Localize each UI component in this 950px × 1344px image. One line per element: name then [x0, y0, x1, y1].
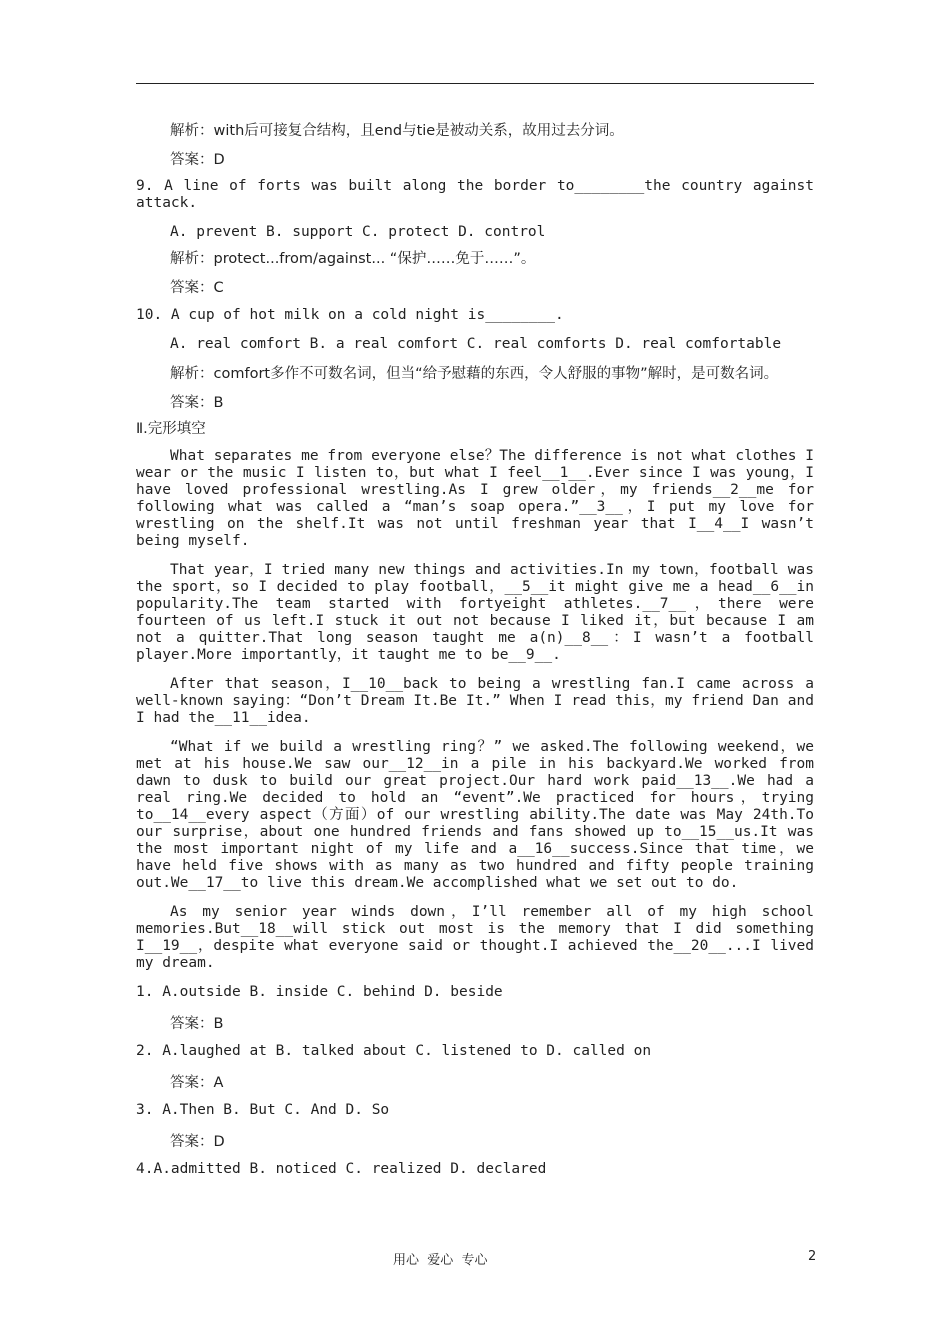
q9-options: A. prevent B. support C. protect D. control — [170, 224, 546, 240]
passage-paragraph: “What if we build a wrestling ring？” we asked.The following weekend，we met at his house.We saw our__12__in a pile in his backyard.We worked from dawn to dusk to build our great project.Our hard work paid__13__.We had a real ring.We decided to hold an “event”.We practiced for hours，trying to__14__every aspect（方面）of our wrestling ability.The date was May 24th.To our surprise，about one hundred friends and fans showed up to__15__us.It was the most important night of my life and a__16__success.Since that time，we have held five shows with as many as two hundred and fifty people training out.We__17__to live this dream.We accomplished what we set out to do. — [136, 739, 814, 891]
q9-stem: 9. A line of forts was built along the border to________the country against attack. — [136, 178, 814, 211]
q8-analysis: 解析：with后可接复合结构，且end与tie是被动关系，故用过去分词。 — [170, 123, 624, 139]
q10-answer: 答案：B — [170, 395, 224, 411]
question-2-stem: 2. A.laughed at B. talked about C. listened to D. called on — [136, 1043, 652, 1059]
page-number: 2 — [808, 1249, 817, 1264]
q8-answer: 答案：D — [170, 152, 225, 168]
question-4-stem: 4.A.admitted B. noticed C. realized D. declared — [136, 1161, 547, 1177]
q9-analysis: 解析：protect...from/against... “保护……免于……”。 — [170, 251, 536, 267]
header-rule — [136, 83, 814, 84]
passage-paragraph: As my senior year winds down，I’ll remember all of my high school memories.But__18__will stick out most is the memory that I did something I__19__，despite what everyone said or thought.I achieved the__20__...I lived my dream. — [136, 904, 814, 971]
question-2-answer: 答案：A — [170, 1075, 224, 1091]
question-1-answer: 答案：B — [170, 1016, 224, 1032]
footer-motto: 用心 爱心 专心 — [393, 1253, 488, 1268]
question-3-stem: 3. A.Then B. But C. And D. So — [136, 1102, 390, 1118]
q9-answer: 答案：C — [170, 280, 224, 296]
passage-paragraph: After that season，I__10__back to being a wrestling fan.I came across a well-known saying：“Don’t Dream It.Be It.” When I read this，my friend Dan and I had the__11__idea. — [136, 676, 814, 726]
q10-stem: 10. A cup of hot milk on a cold night is________. — [136, 307, 564, 323]
section-title: Ⅱ.完形填空 — [136, 421, 206, 437]
q10-analysis: 解析：comfort多作不可数名词，但当“给予慰藉的东西，令人舒服的事物”解时，是可数名词。 — [170, 366, 779, 382]
page-content — [136, 120, 814, 1190]
q10-options: A. real comfort B. a real comfort C. real comforts D. real comfortable — [170, 336, 782, 352]
question-1-stem: 1. A.outside B. inside C. behind D. beside — [136, 984, 503, 1000]
passage-paragraph: That year，I tried many new things and activities.In my town，football was the sport，so I decided to play football，__5__it might give me a head__6__in popularity.The team started with fortyeight athletes.__7__，there were fourteen of us left.I stuck it out not because I liked it，but because I am not a quitter.That long season taught me a(n)__8__：I wasn’t a football player.More importantly，it taught me to be__9__. — [136, 562, 814, 663]
question-3-answer: 答案：D — [170, 1134, 225, 1150]
passage-paragraph: What separates me from everyone else？The difference is not what clothes I wear or the music I listen to，but what I feel__1__.Ever since I was young，I have loved professional wrestling.As I grew older，my friends__2__me for following what was called a “man’s soap opera.”__3__，I put my love for wrestling on the shelf.It was not until freshman year that I__4__I wasn’t being myself. — [136, 448, 814, 549]
